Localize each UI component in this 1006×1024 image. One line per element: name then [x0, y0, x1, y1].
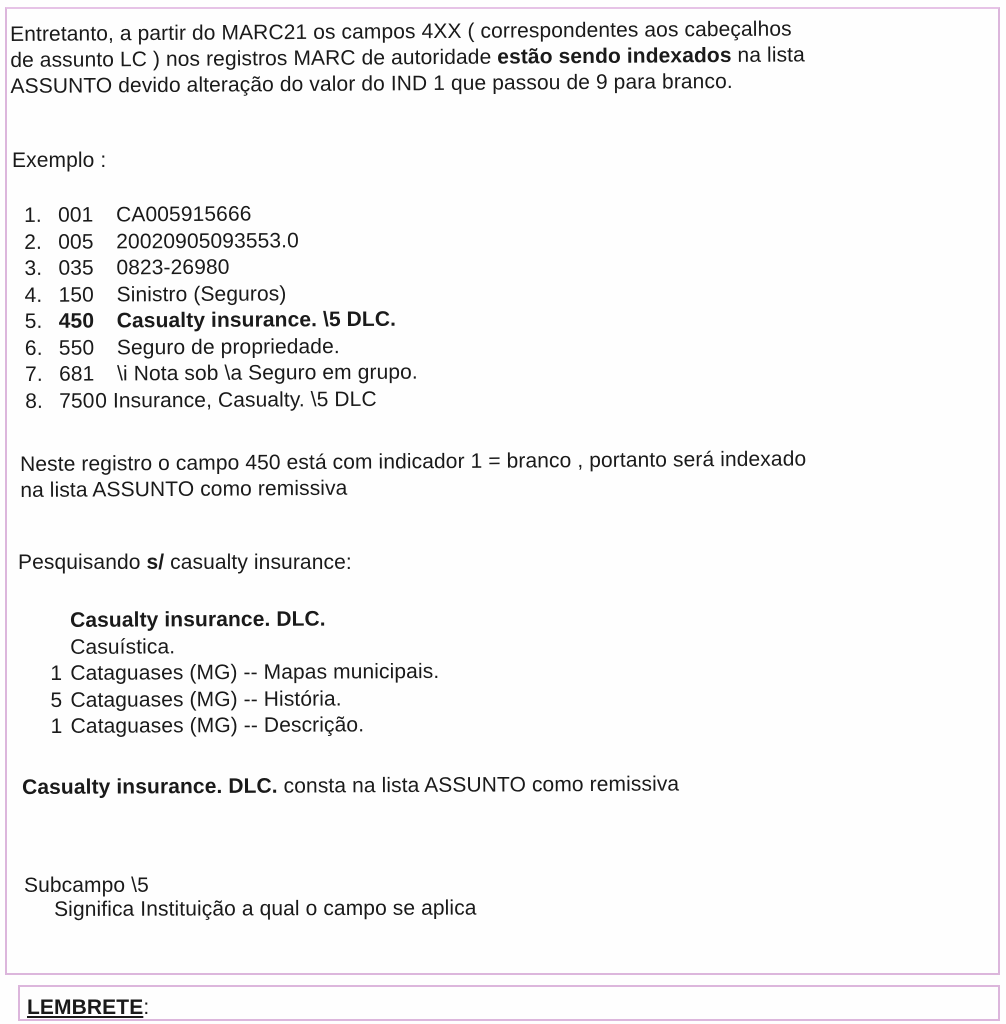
record-value: CA005915666 — [116, 202, 252, 227]
exemplo-label: Exemplo : — [12, 149, 107, 172]
result-row — [51, 712, 440, 741]
record-row — [25, 333, 418, 362]
subcampo-body: Significa Instituição a qual o campo se aplica — [54, 896, 477, 921]
consta-rest: consta na lista ASSUNTO como remissiva — [277, 772, 680, 798]
neste-paragraph — [20, 447, 806, 504]
neste-line-2: na lista ASSUNTO como remissiva — [20, 476, 348, 502]
record-tag: 005 — [58, 230, 94, 254]
search-results — [50, 606, 440, 741]
lembrete-heading — [27, 995, 149, 1021]
result-count: 1 — [50, 661, 63, 685]
record-tag: 450 — [58, 309, 95, 333]
subcampo-heading: Subcampo \5 — [24, 874, 149, 897]
result-count: 1 — [50, 714, 63, 738]
result-row — [50, 685, 439, 714]
lembrete-frame — [18, 985, 1000, 1021]
result-label: Cataguases (MG) -- Descrição. — [70, 713, 365, 738]
record-value: Sinistro (Seguros) — [116, 281, 287, 306]
record-row — [24, 280, 417, 309]
result-label: Cataguases (MG) -- História. — [70, 686, 342, 712]
record-tag: 150 — [58, 283, 94, 307]
result-count: 5 — [50, 688, 63, 712]
pesquisando-line — [18, 550, 352, 576]
intro-line-2-pre: de assunto LC ) nos registros MARC de autoridade — [10, 45, 498, 72]
record-index: 7. — [24, 362, 43, 386]
results-subheading: Casuística. — [70, 634, 176, 659]
record-value: Casualty insurance. \5 DLC. — [116, 307, 397, 333]
record-index: 1. — [24, 203, 42, 227]
record-tag: 550 — [58, 336, 95, 360]
neste-line-1: Neste registro o campo 450 está com indicador 1 = branco , portanto será indexado — [20, 447, 807, 476]
record-row — [25, 386, 418, 415]
record-row — [24, 201, 417, 230]
record-tag: 750 — [59, 389, 95, 413]
record-value: Seguro de propriedade. — [116, 334, 340, 359]
record-index: 5. — [24, 309, 43, 333]
record-index: 2. — [24, 230, 43, 254]
record-tag: 001 — [58, 203, 94, 227]
results-heading: Casualty insurance. DLC. — [70, 607, 326, 632]
intro-line-3: ASSUNTO devido alteração do valor do IND 1 que passou de 9 para branco. — [10, 69, 733, 98]
marc-record-list — [24, 201, 418, 415]
record-row — [24, 227, 417, 256]
consta-line — [22, 772, 679, 801]
intro-line-2-post: na lista — [731, 43, 805, 67]
record-row — [24, 254, 417, 283]
record-value: 0 Insurance, Casualty. \5 DLC — [95, 387, 377, 413]
result-label: Cataguases (MG) -- Mapas municipais. — [70, 659, 440, 685]
record-row — [25, 360, 418, 389]
record-value: 0823-26980 — [116, 255, 230, 280]
record-tag: 681 — [58, 362, 95, 386]
record-value: 20020905093553.0 — [116, 228, 299, 253]
pesquisando-command: s/ — [146, 551, 165, 574]
lembrete-label: LEMBRETE — [27, 996, 144, 1019]
pesquisando-pre: Pesquisando — [18, 551, 147, 574]
result-row — [50, 659, 439, 688]
intro-line-1: Entretanto, a partir do MARC21 os campos 4XX ( correspondentes aos cabeçalhos — [10, 17, 792, 46]
pesquisando-post: casualty insurance: — [164, 551, 352, 574]
record-index: 6. — [24, 336, 43, 360]
record-tag: 035 — [58, 256, 94, 280]
record-index: 8. — [25, 389, 43, 413]
record-index: 3. — [24, 256, 43, 280]
intro-paragraph — [10, 16, 805, 100]
consta-bold: Casualty insurance. DLC. — [22, 774, 278, 799]
intro-line-2-bold: estão sendo indexados — [497, 43, 732, 69]
record-value: \i Nota sob \a Seguro em grupo. — [116, 360, 418, 386]
record-index: 4. — [24, 283, 43, 307]
record-row-highlight — [25, 307, 418, 336]
lembrete-colon: : — [143, 996, 150, 1019]
